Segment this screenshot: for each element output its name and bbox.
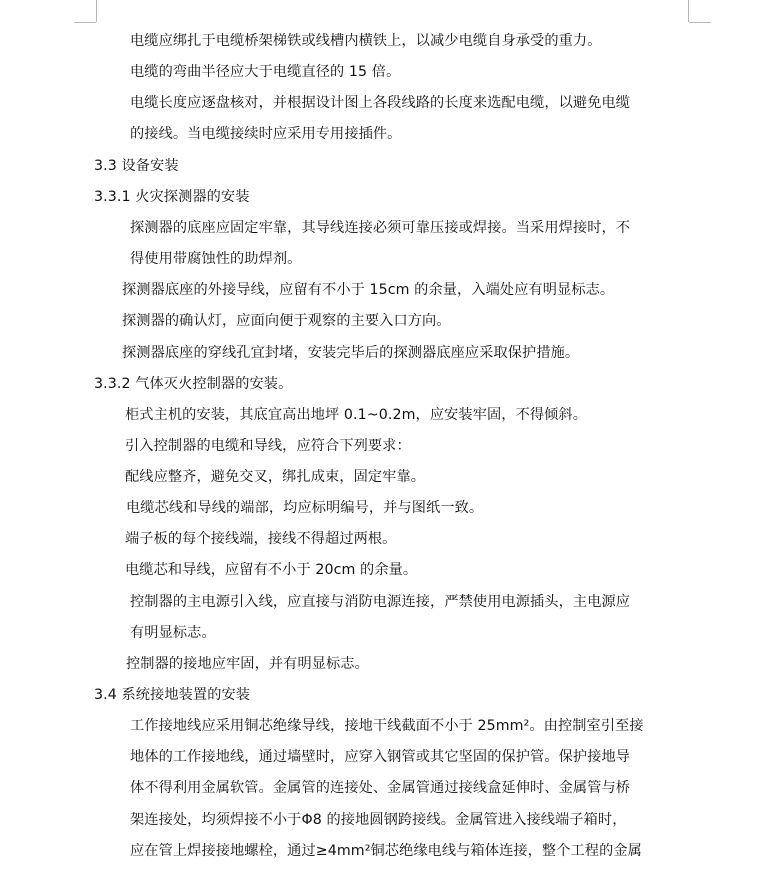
paragraph-line: 电缆长度应逐盘核对，并根据设计图上各段线路的长度来选配电缆，以避免电缆 xyxy=(130,95,631,111)
subsection-heading: 3.3.2 气体灭火控制器的安装。 xyxy=(94,376,293,392)
paragraph-line: 配线应整齐，避免交叉，绑扎成束，固定牢靠。 xyxy=(125,469,426,485)
paragraph-line: 引入控制器的电缆和导线，应符合下列要求： xyxy=(125,438,411,454)
paragraph-line: 得使用带腐蚀性的助焊剂。 xyxy=(130,251,302,267)
paragraph-line: 探测器底座的穿线孔宜封堵，安装完毕后的探测器底座应采取保护措施。 xyxy=(122,345,580,361)
paragraph-line: 电缆的弯曲半径应大于电缆直径的 15 倍。 xyxy=(130,64,401,80)
paragraph-line: 探测器底座的外接导线，应留有不小于 15cm 的余量，入端处应有明显标志。 xyxy=(122,282,615,298)
crop-mark-top-left xyxy=(96,0,97,22)
paragraph-line: 工作接地线应采用铜芯绝缘导线，接地干线截面不小于 25mm²。由控制室引至接 xyxy=(130,718,644,734)
section-heading: 3.3 设备安装 xyxy=(94,158,179,174)
paragraph-line: 应在管上焊接接地螺栓，通过≥4mm²铜芯绝缘电线与箱体连接，整个工程的金属 xyxy=(130,843,642,859)
paragraph-line: 电缆芯线和导线的端部，均应标明编号，并与图纸一致。 xyxy=(126,500,484,516)
paragraph-line: 控制器的主电源引入线，应直接与消防电源连接，严禁使用电源插头，主电源应 xyxy=(130,594,631,610)
paragraph-line: 柜式主机的安装，其底宜高出地坪 0.1~0.2m，应安装牢固，不得倾斜。 xyxy=(125,407,588,423)
paragraph-line: 体不得利用金属软管。金属管的连接处、金属管通过接线盒延伸时、金属管与桥 xyxy=(130,780,631,796)
subsection-heading: 3.3.1 火灾探测器的安装 xyxy=(94,189,250,205)
crop-mark-top-left xyxy=(74,22,96,23)
crop-mark-top-right xyxy=(688,0,689,22)
paragraph-line: 地体的工作接地线，通过墙壁时，应穿入钢管或其它坚固的保护管。保护接地导 xyxy=(130,749,631,765)
paragraph-line: 架连接处，均须焊接不小于Φ8 的接地圆钢跨接线。金属管进入接线端子箱时， xyxy=(130,812,627,828)
paragraph-line: 端子板的每个接线端，接线不得超过两根。 xyxy=(125,531,397,547)
paragraph-line: 探测器的底座应固定牢靠，其导线连接必须可靠压接或焊接。当采用焊接时，不 xyxy=(130,220,631,236)
paragraph-line: 的接线。当电缆接续时应采用专用接插件。 xyxy=(130,126,402,142)
paragraph-line: 控制器的接地应牢固，并有明显标志。 xyxy=(126,656,369,672)
paragraph-line: 电缆芯和导线，应留有不小于 20cm 的余量。 xyxy=(125,562,418,578)
paragraph-line: 电缆应绑扎于电缆桥架梯铁或线槽内横铁上，以减少电缆自身承受的重力。 xyxy=(130,33,602,49)
crop-mark-top-right xyxy=(689,22,711,23)
section-heading: 3.4 系统接地装置的安装 xyxy=(94,687,251,703)
paragraph-line: 有明显标志。 xyxy=(130,625,216,641)
paragraph-line: 探测器的确认灯，应面向便于观察的主要入口方向。 xyxy=(122,313,451,329)
